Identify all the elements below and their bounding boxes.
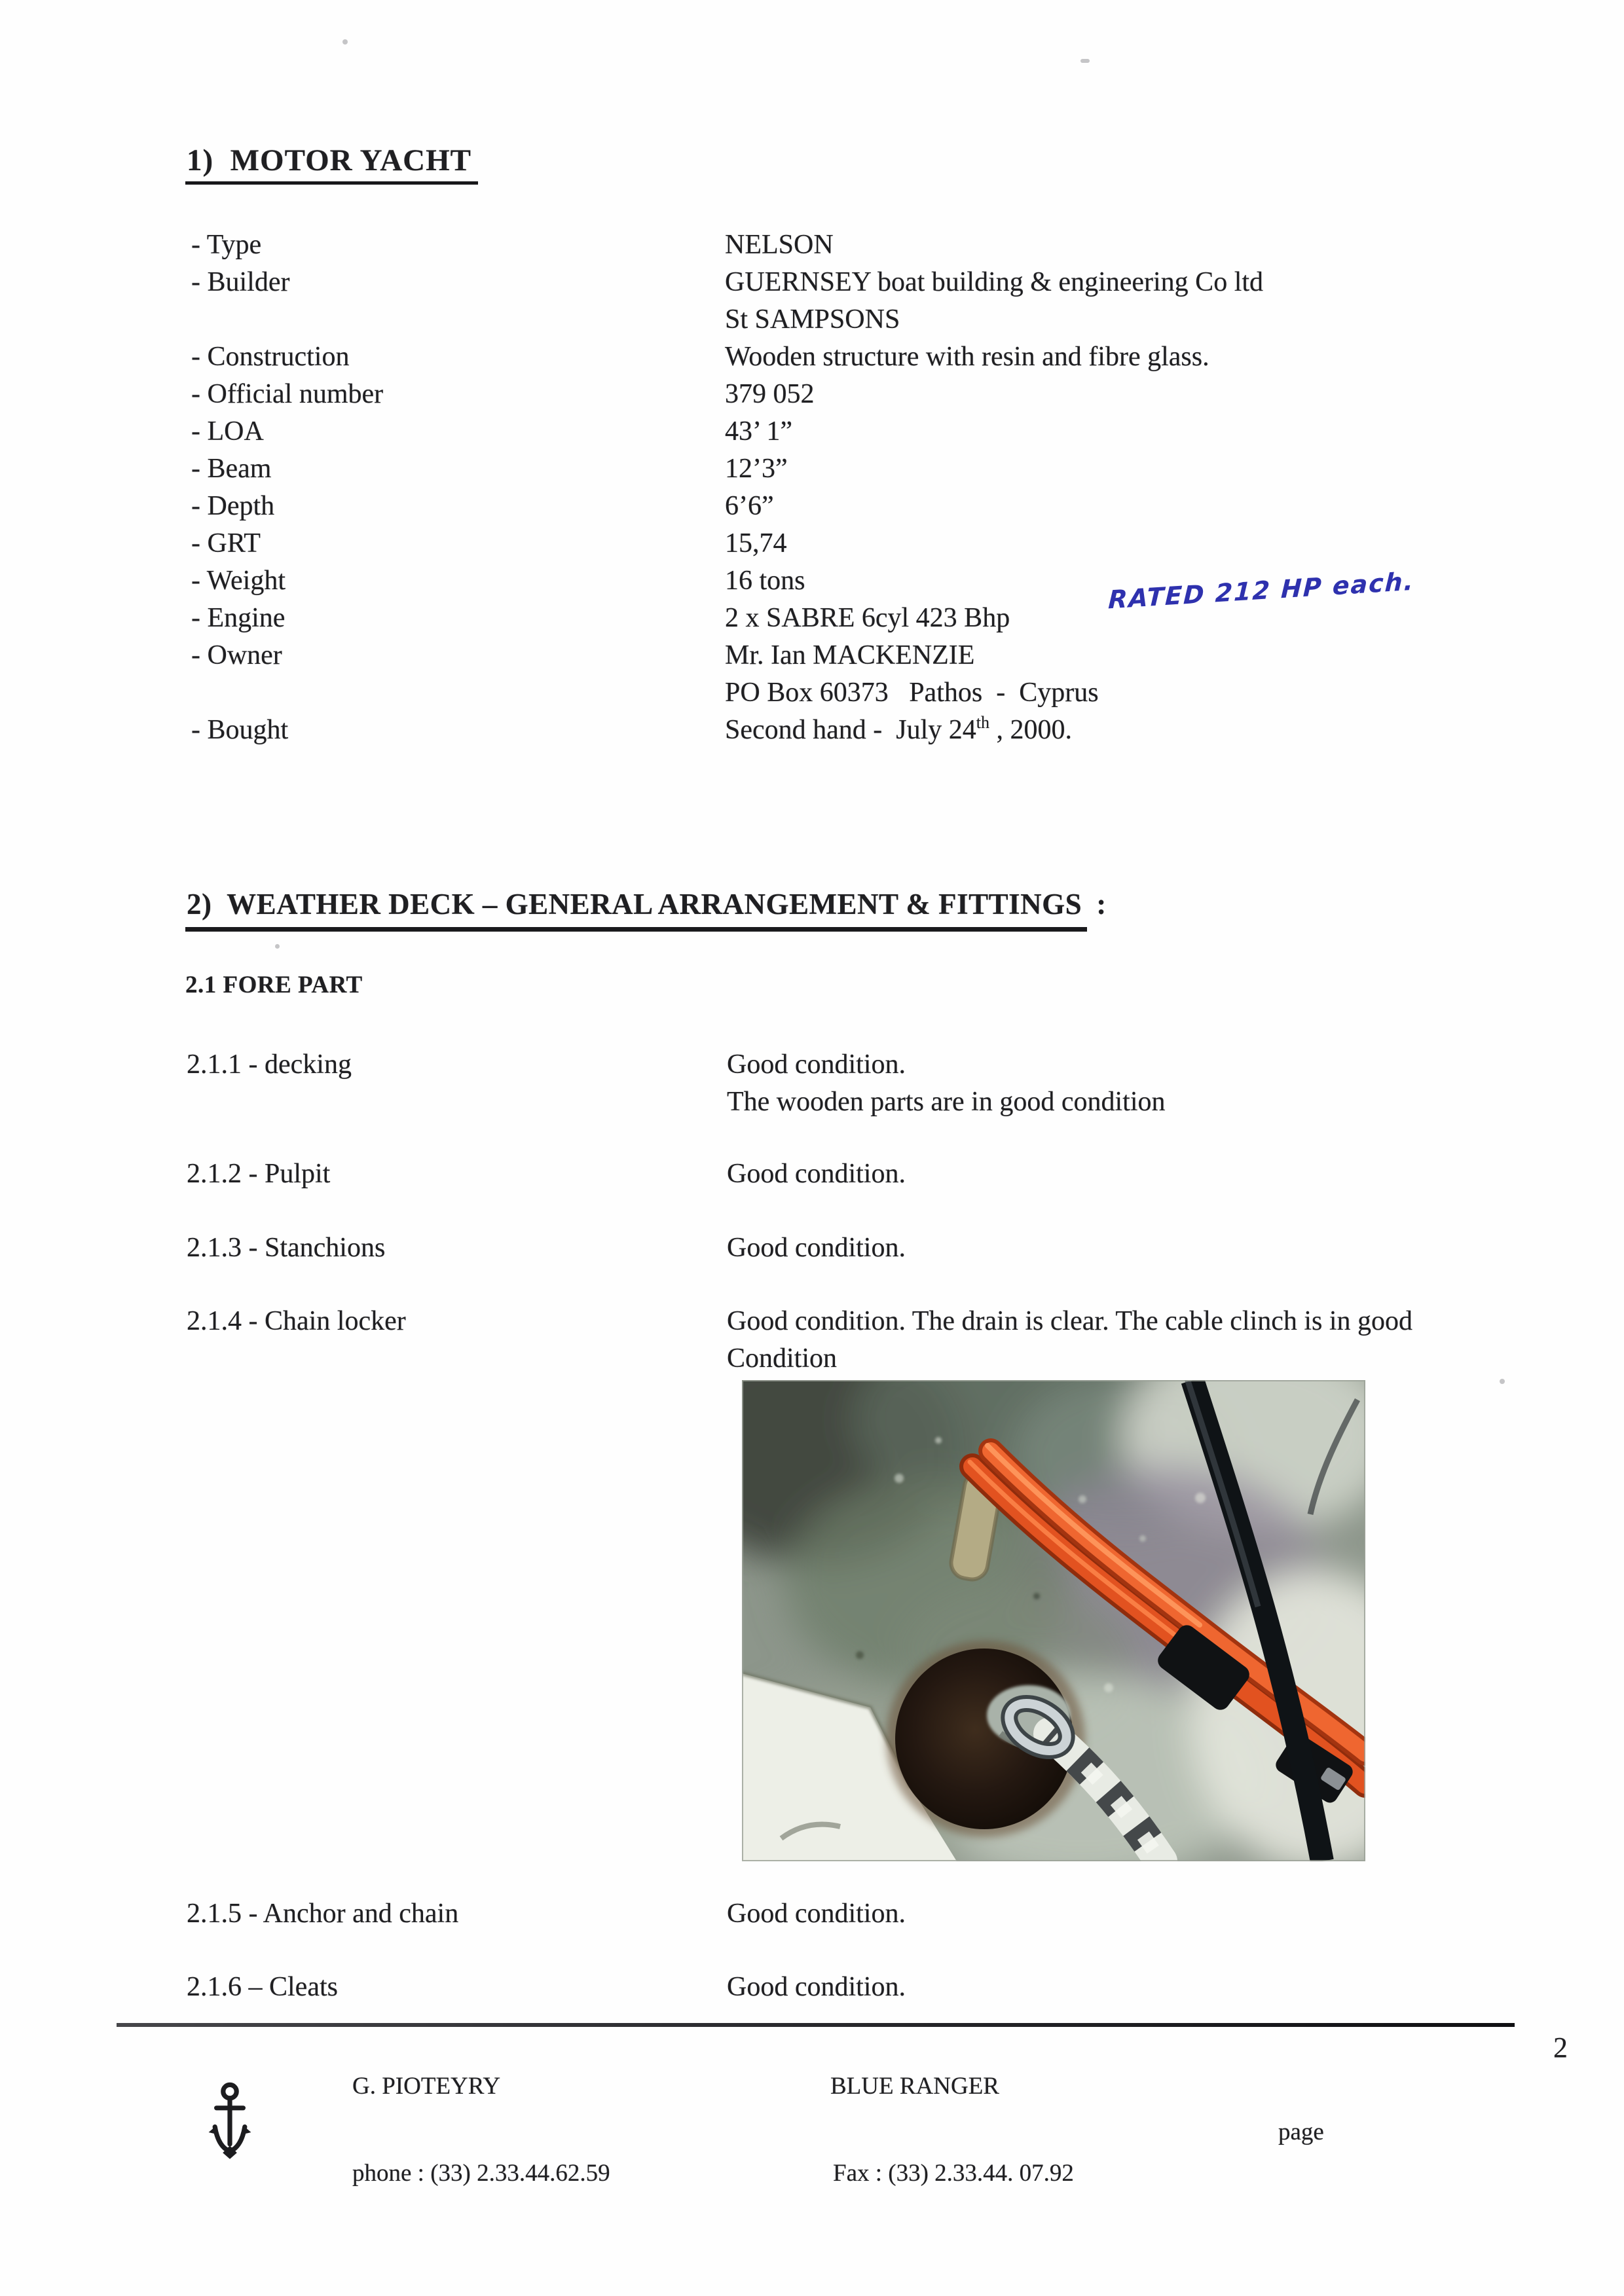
spec-label: [191, 674, 725, 712]
surveyor-name: G. PIOTEYRY: [352, 2073, 501, 2100]
section2-heading-wrap: [185, 887, 1106, 932]
spec-row: [191, 488, 1566, 525]
spec-value: 379 052: [725, 379, 815, 409]
bought-ordinal-suffix: th: [976, 713, 990, 732]
spec-row: [191, 450, 1566, 488]
item-line: Good condition. The drain is clear. The cable clinch is in good: [727, 1306, 1413, 1336]
scan-speck: [1500, 1379, 1505, 1384]
item-value: [727, 1303, 1412, 1377]
page-label: page: [1278, 2119, 1324, 2145]
footer-divider: [117, 2023, 1515, 2027]
spec-label: - Weight: [191, 566, 286, 596]
spec-value: NELSON: [725, 230, 834, 260]
spec-row: [191, 227, 1566, 264]
survey-item-decking: [187, 1046, 1588, 1121]
spec-value-bought: [725, 712, 1072, 749]
spec-value: Wooden structure with resin and fibre glass.: [725, 342, 1209, 372]
spec-row: [191, 674, 1566, 712]
spec-table: [191, 227, 1566, 749]
item-value: [727, 1969, 906, 2006]
spec-value: St SAMPSONS: [725, 304, 900, 335]
spec-label: - Construction: [191, 342, 350, 372]
spec-value: 43’ 1”: [725, 416, 793, 446]
scan-speck: [1080, 59, 1090, 63]
spec-value: PO Box 60373 Pathos - Cyprus: [725, 678, 1099, 708]
item-line: The wooden parts are in good condition: [727, 1087, 1166, 1117]
item-value: [727, 1895, 906, 1933]
spec-row: [191, 637, 1566, 674]
spec-label: - GRT: [191, 528, 261, 558]
survey-item-cleats: [187, 1969, 1588, 2006]
chain-locker-photo: [742, 1380, 1365, 1861]
survey-item-chain-locker: [187, 1303, 1614, 1377]
spec-row: [191, 525, 1566, 562]
item-label: 2.1.5 - Anchor and chain: [187, 1899, 459, 1929]
item-line: Good condition.: [727, 1049, 906, 1080]
spec-label: - Depth: [191, 491, 275, 521]
item-value: [727, 1230, 906, 1267]
spec-label: - Engine: [191, 603, 286, 633]
survey-item-stanchions: [187, 1230, 1588, 1267]
section2-title: 2) WEATHER DECK – GENERAL ARRANGEMENT & FITTINGS: [185, 887, 1087, 932]
section1-title: 1) MOTOR YACHT: [185, 143, 478, 185]
spec-row: [191, 264, 1566, 301]
spec-value: GUERNSEY boat building & engineering Co ltd: [725, 267, 1264, 297]
phone-line: phone : (33) 2.33.44.62.59: [352, 2160, 610, 2187]
spec-value: Mr. Ian MACKENZIE: [725, 640, 975, 670]
anchor-icon: [206, 2081, 253, 2160]
item-label: 2.1.3 - Stanchions: [187, 1233, 386, 1263]
spec-label: [191, 301, 725, 338]
spec-label: - Bought: [191, 715, 289, 745]
item-label: 2.1.6 – Cleats: [187, 1972, 338, 2002]
spec-row: [191, 301, 1566, 338]
spec-value: 15,74: [725, 528, 787, 558]
bought-suffix: , 2000.: [989, 715, 1073, 745]
spec-value: 6’6”: [725, 491, 774, 521]
spec-row: [191, 413, 1566, 450]
item-line: Good condition.: [727, 1159, 906, 1189]
fax-line: Fax : (33) 2.33.44. 07.92: [833, 2160, 1074, 2187]
spec-value: 2 x SABRE 6cyl 423 Bhp: [725, 603, 1010, 633]
spec-value: 12’3”: [725, 454, 788, 484]
section2-title-colon: :: [1096, 888, 1107, 920]
subsection-title: 2.1 FORE PART: [185, 972, 363, 998]
spec-label: - Official number: [191, 379, 384, 409]
spec-row: [191, 376, 1566, 413]
bought-prefix: Second hand - July 24: [725, 715, 976, 745]
item-line: Good condition.: [727, 1233, 906, 1263]
scan-speck: [342, 39, 348, 45]
item-line: Good condition.: [727, 1899, 906, 1929]
handwritten-annotation: RATED 212 HP each.: [1107, 566, 1416, 615]
spec-row: [191, 712, 1566, 749]
vessel-name: BLUE RANGER: [830, 2073, 999, 2100]
item-line: Good condition.: [727, 1972, 906, 2002]
survey-item-pulpit: [187, 1156, 1588, 1193]
spec-label: - Owner: [191, 640, 282, 670]
spec-label: - LOA: [191, 416, 264, 446]
survey-item-anchor-chain: [187, 1895, 1588, 1933]
page-number: 2: [1553, 2032, 1568, 2064]
item-label: 2.1.2 - Pulpit: [187, 1159, 331, 1189]
section1-heading-wrap: [185, 143, 478, 185]
scan-speck: [275, 944, 280, 949]
spec-row: [191, 600, 1566, 637]
spec-row: [191, 338, 1566, 376]
item-value: [727, 1046, 1166, 1121]
item-value: [727, 1156, 906, 1193]
item-line: Condition: [727, 1343, 838, 1374]
spec-value: 16 tons: [725, 566, 805, 596]
spec-label: - Beam: [191, 454, 272, 484]
spec-label: - Type: [191, 230, 262, 260]
item-label: 2.1.4 - Chain locker: [187, 1306, 406, 1336]
item-label: 2.1.1 - decking: [187, 1049, 352, 1080]
spec-label: - Builder: [191, 267, 290, 297]
